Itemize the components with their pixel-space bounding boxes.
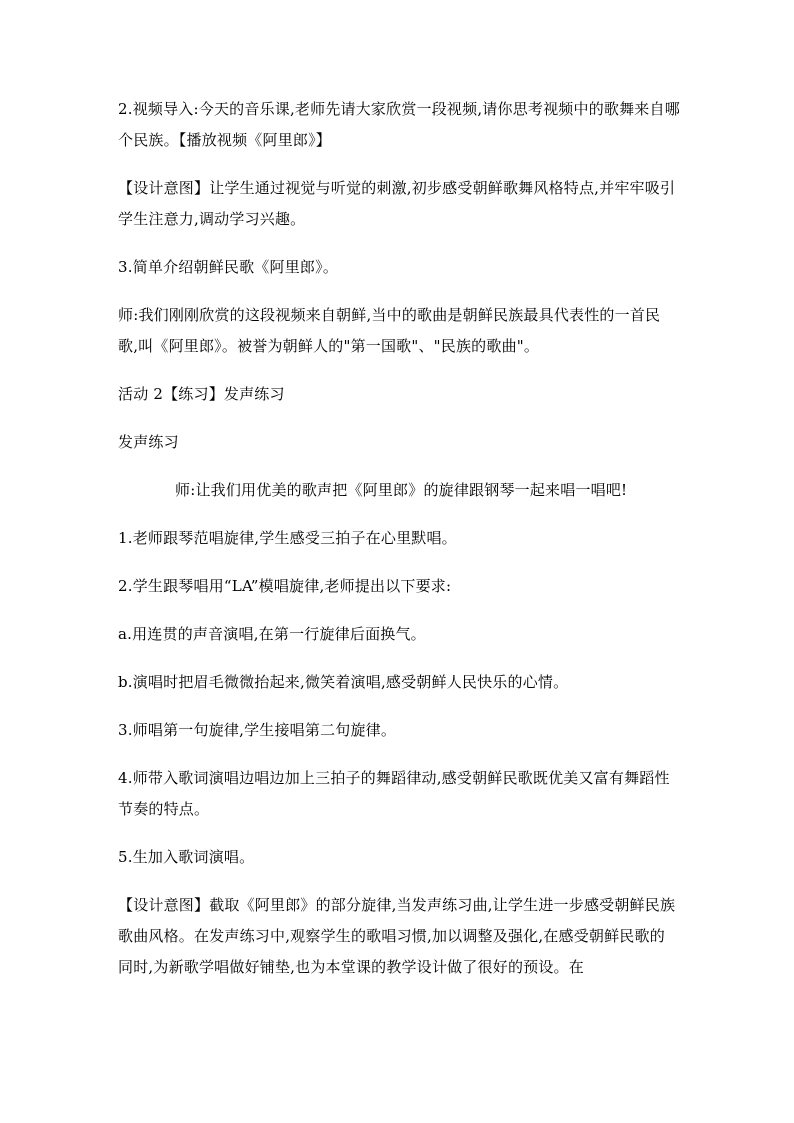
paragraph-activity-heading: 活动 2【练习】发声练习: [118, 385, 285, 403]
paragraph-vocal-practice: 发声练习: [118, 433, 179, 451]
paragraph-design-intent-1: 【设计意图】让学生通过视觉与听觉的刺激,初步感受朝鲜歌舞风格特点,并牢牢吸引学生注意力,调动学习兴趣。: [118, 179, 676, 228]
paragraph-intro-arirang: 3.简单介绍朝鲜民歌《阿里郎》。: [118, 258, 339, 276]
paragraph-requirement-a: a.用连贯的声音演唱,在第一行旋律后面换气。: [118, 625, 426, 643]
paragraph-step-3: 3.师唱第一句旋律,学生接唱第二句旋律。: [118, 721, 397, 739]
paragraph-step-1: 1.老师跟琴范唱旋律,学生感受三拍子在心里默唱。: [118, 529, 457, 547]
paragraph-teacher-prompt: 师:让我们用优美的歌声把《阿里郎》的旋律跟钢琴一起来唱一唱吧!: [175, 481, 628, 499]
paragraph-step-5: 5.生加入歌词演唱。: [118, 848, 255, 866]
paragraph-video-intro: 2.视频导入:今天的音乐课,老师先请大家欣赏一段视频,请你思考视频中的歌舞来自哪个民族。【播放视频《阿里郎》】: [118, 100, 680, 149]
paragraph-step-4: 4.师带入歌词演唱边唱边加上三拍子的舞蹈律动,感受朝鲜民歌既优美又富有舞蹈性节奏的特点。: [118, 769, 670, 818]
paragraph-design-intent-2: 【设计意图】截取《阿里郎》的部分旋律,当发声练习曲,让学生进一步感受朝鲜民族歌曲风格。在发声练习中,观察学生的歌唱习惯,加以调整及强化,在感受朝鲜民歌的同时,为新歌学唱做好铺垫,也为本堂课的教学设计做了很好的预设。在: [118, 896, 676, 976]
paragraph-step-2: 2.学生跟琴唱用“LA”模唱旋律,老师提出以下要求:: [118, 577, 452, 595]
paragraph-teacher-explain: 师:我们刚刚欣赏的这段视频来自朝鲜,当中的歌曲是朝鲜民族最具代表性的一首民歌,叫《阿里郎》。被誉为朝鲜人的"第一国歌"、"民族的歌曲"。: [118, 306, 661, 355]
paragraph-requirement-b: b.演唱时把眉毛微微抬起来,微笑着演唱,感受朝鲜人民快乐的心情。: [118, 673, 569, 691]
